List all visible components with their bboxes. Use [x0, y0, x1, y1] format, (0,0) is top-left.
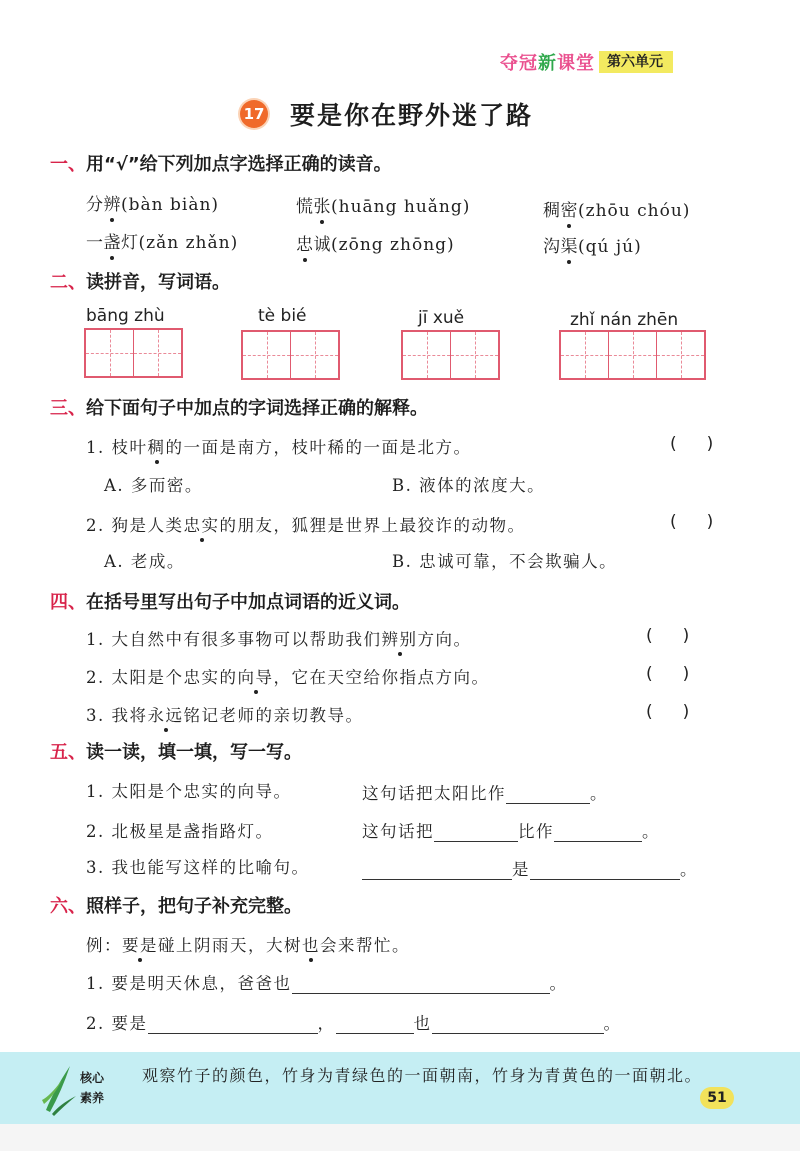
- q5-sentence-1: 1. 太阳是个忠实的向导。: [86, 782, 292, 801]
- q4-sentence-3: 3. 我将永远铭记老师的亲切教导。: [86, 706, 364, 725]
- q6-sentence-1: 1. 要是明天休息，爸爸也 。: [86, 974, 568, 993]
- pinyin-label: bāng zhù: [86, 306, 165, 326]
- q1-item-1[interactable]: 分辨(bàn biàn): [86, 195, 220, 215]
- core-literacy-label: 核心 素养: [80, 1071, 105, 1105]
- q5-answer-3: 是 。: [362, 856, 698, 880]
- brand-header: [500, 50, 673, 74]
- q4-sentence-1: 1. 大自然中有很多事物可以帮助我们辨别方向。: [86, 630, 472, 649]
- grid-cell[interactable]: [609, 332, 657, 378]
- section-3-heading: 三、给下面句子中加点的字词选择正确的解释。: [50, 398, 428, 419]
- q1-item-6[interactable]: 沟渠(qú jú): [543, 237, 642, 257]
- fill-blank[interactable]: [432, 1015, 604, 1034]
- grid-cell[interactable]: [134, 330, 181, 376]
- q5-answer-1: 这句话把太阳比作 。: [362, 784, 608, 803]
- pinyin-label: tè bié: [258, 306, 307, 326]
- page-bottom-margin: [0, 1124, 800, 1151]
- section-2-heading: 二、读拼音，写词语。: [50, 272, 230, 293]
- page-title: 要是你在野外迷了路: [290, 101, 534, 130]
- q3-option-b[interactable]: B. 忠诚可靠，不会欺骗人。: [392, 552, 618, 571]
- q5-sentence-3: 3. 我也能写这样的比喻句。: [86, 858, 310, 877]
- answer-parens[interactable]: (): [646, 626, 720, 646]
- answer-parens[interactable]: (): [646, 664, 720, 684]
- fill-blank[interactable]: [148, 1015, 318, 1034]
- q5-sentence-2: 2. 北极星是盏指路灯。: [86, 822, 274, 841]
- fill-blank[interactable]: [362, 861, 512, 880]
- grid-cell[interactable]: [657, 332, 704, 378]
- grid-cell[interactable]: [403, 332, 451, 378]
- q3-option-a[interactable]: A. 老成。: [104, 552, 185, 571]
- answer-parens[interactable]: (): [670, 434, 744, 454]
- q1-item-5[interactable]: 忠诚(zōng zhōng): [296, 235, 455, 255]
- brand-name: 夺冠新课堂: [500, 53, 595, 74]
- q1-item-4[interactable]: 一盏灯(zǎn zhǎn): [86, 233, 239, 253]
- fill-blank[interactable]: [506, 785, 590, 804]
- grid-cell[interactable]: [86, 330, 134, 376]
- page-number: 51: [700, 1087, 734, 1109]
- writing-grid-4[interactable]: [559, 330, 706, 380]
- answer-parens[interactable]: (): [670, 512, 744, 532]
- answer-parens[interactable]: (): [646, 702, 720, 722]
- lesson-number-badge: 17: [240, 100, 268, 128]
- grid-cell[interactable]: [451, 332, 498, 378]
- q5-answer-2: 这句话把 比作 。: [362, 822, 660, 841]
- writing-grid-3[interactable]: [401, 330, 500, 380]
- q3-sentence-2: 2. 狗是人类忠实的朋友，狐狸是世界上最狡诈的动物。: [86, 516, 526, 535]
- fill-blank[interactable]: [554, 823, 642, 842]
- section-4-heading: 四、在括号里写出句子中加点词语的近义词。: [50, 592, 410, 613]
- section-1-heading: 一、用“√”给下列加点字选择正确的读音。: [50, 154, 392, 175]
- fill-blank[interactable]: [434, 823, 518, 842]
- grid-cell[interactable]: [561, 332, 609, 378]
- q3-sentence-1: 1. 枝叶稠的一面是南方，枝叶稀的一面是北方。: [86, 438, 472, 457]
- unit-badge: 第六单元: [599, 51, 673, 73]
- grid-cell[interactable]: [291, 332, 338, 378]
- writing-grid-1[interactable]: [84, 328, 183, 378]
- q3-option-a[interactable]: A. 多而密。: [104, 476, 203, 495]
- fill-blank[interactable]: [530, 861, 680, 880]
- pinyin-label: jī xuě: [418, 308, 465, 328]
- writing-grid-2[interactable]: [241, 330, 340, 380]
- fill-blank[interactable]: [292, 975, 550, 994]
- lesson-title-row: [240, 96, 533, 132]
- grid-cell[interactable]: [243, 332, 291, 378]
- section-5-heading: 五、读一读，填一填，写一写。: [50, 742, 302, 763]
- footer-note: 观察竹子的颜色，竹身为青绿色的一面朝南，竹身为青黄色的一面朝北。: [142, 1066, 703, 1085]
- q3-option-b[interactable]: B. 液体的浓度大。: [392, 476, 546, 495]
- q6-sentence-2: 2. 要是 ， 也 。: [86, 1014, 622, 1033]
- q1-item-2[interactable]: 慌张(huāng huǎng): [296, 197, 471, 217]
- q4-sentence-2: 2. 太阳是个忠实的向导，它在天空给你指点方向。: [86, 668, 490, 687]
- q6-example: 例：要是碰上阴雨天，大树也会来帮忙。: [86, 936, 410, 955]
- fill-blank[interactable]: [336, 1015, 414, 1034]
- pinyin-label: zhǐ nán zhēn: [570, 310, 679, 330]
- q1-item-3[interactable]: 稠密(zhōu chóu): [543, 201, 691, 221]
- section-6-heading: 六、照样子，把句子补充完整。: [50, 896, 302, 917]
